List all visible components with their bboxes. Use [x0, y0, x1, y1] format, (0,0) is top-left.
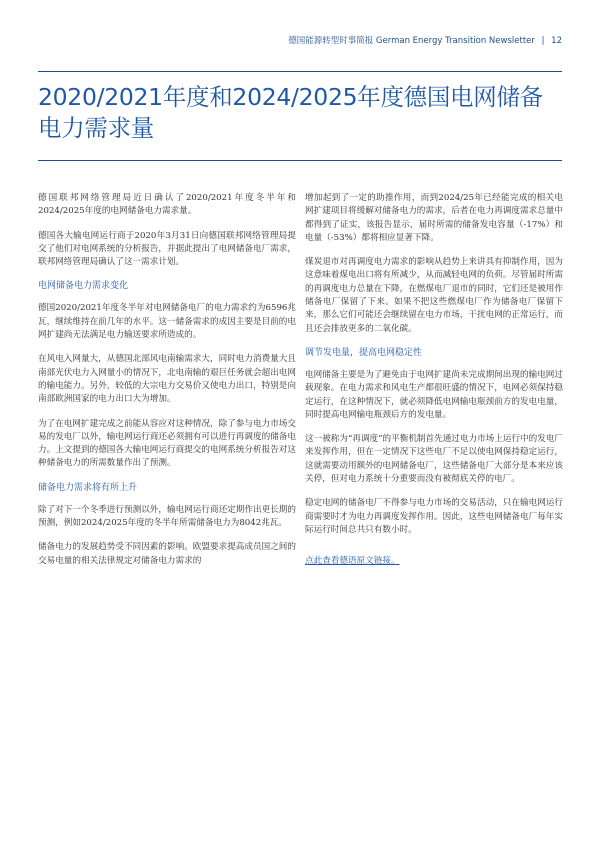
paragraph: 德国2020/2021年度冬半年对电网储备电厂的电力需求约为6596兆瓦，继续维持在前几年的水平。这一储备需求的成因主要是目前的电网扩建尚无法满足电力输送要求所造成的。 [38, 303, 296, 341]
paragraph: 电网储备主要是为了避免由于电网扩建尚未完成期间出现的输电网过载现象。在电力需求和风电生产都很旺盛的情况下，电网必须保持稳定运行，在这种情况下，就必须降低电网输电瓶颈前方的发电电量，同时提高电网输电瓶颈后方的发电量。 [305, 369, 563, 420]
paragraph: 增加起到了一定的助推作用，而到2024/25年已经能完成的相关电网扩建项目将缓解对储备电力的需求，后者在电力再调度需求总量中都得到了证实，该报告显示，届时所需的储备发电容量（-17%）和电量（-53%）都将相应显著下降。 [305, 193, 563, 243]
header-title-cn: 德国能源转型时事简报 [288, 36, 374, 46]
paragraph: 稳定电网的储备电厂不得参与电力市场的交易活动，只在输电网运行商需要时才为电力再调度发挥作用。因此，这些电网储备电厂每年实际运行时间总共只有数小时。 [305, 498, 563, 535]
title-rule-bottom [38, 160, 562, 161]
paragraph: 这一被称为“再调度”的平衡机制首先通过电力市场上运行中的发电厂来发挥作用，但在一定情况下这些电厂不足以使电网保持稳定运行，这就需要动用额外的电网储备电厂，这些储备电厂大部分是本来应该关停，但对电力系统十分重要而没有被彻底关停的电厂。 [305, 434, 564, 485]
paragraph: 德国各大输电网运行商于2020年3月31日向德国联邦网络管理局提交了他们对电网系统的分析报告，并据此提出了电网储备电厂需求，联邦网络管理局确认了这一需求计划。 [38, 230, 296, 268]
section-heading: 储备电力需求将有所上升 [38, 482, 138, 493]
section-heading: 调节发电量，提高电网稳定性 [305, 347, 423, 358]
paragraph: 在风电入网量大，从德国北部风电南输需求大，同时电力消费量大且南部光伏电力入网量小的情况下，北电南输的艰巨任务就会超出电网的输电能力。另外，较低的大宗电力交易价又使电力出口，特别是向南部欧洲国家的电力出口大为增加。 [38, 354, 296, 405]
paragraph: 德国联邦网络管理局近日确认了2020/2021年度冬半年和2024/2025年度的电网储备电力需求量。 [38, 193, 296, 217]
left-column [38, 192, 296, 579]
right-column [305, 192, 563, 567]
title-rule-top [38, 71, 562, 72]
header-separator: | [541, 36, 545, 46]
paragraph: 除了对下一个冬季进行预测以外，输电网运行商还定期作出更长期的预测，例如2024/2025年度的冬半年所需储备电力为8042兆瓦。 [38, 504, 296, 529]
paragraph: 储备电力的发展趋势受不同因素的影响。欧盟要求提高成员国之间的交易电量的相关法律规定对储备电力需求的 [38, 542, 296, 566]
page-header [288, 34, 562, 46]
section-heading: 电网储备电力需求变化 [38, 281, 129, 292]
header-title-en: German Energy Transition Newsletter [375, 36, 535, 46]
page-number: 12 [551, 36, 562, 46]
source-link[interactable]: 点此查看德语原文链接。 [305, 556, 400, 567]
paragraph: 为了在电网扩建完成之前能从容应对这种情况，除了参与电力市场交易的发电厂以外，输电网运行商还必须拥有可以进行再调度的储备电力。上文提到的德国各大输电网运行商提交的电网系统分析报告对这种储备电力的所需数量作出了预测。 [38, 418, 296, 469]
article-title: 2020/2021年度和2024/2025年度德国电网储备电力需求量 [38, 83, 543, 142]
paragraph: 煤炭退市对再调度电力需求的影响从趋势上来讲具有抑制作用，因为这意味着煤电出口将有所减少，从而减轻电网的负荷。尽管届时所需的再调度电力总量在下降，在燃煤电厂退市的同时，它们还是被用作储备电厂保留了下来。如果不把这些燃煤电厂作为储备电厂保留下来，那么它们可能还会继续留在电力市场，干扰电网的正常运行，而且还会排放更多的二氧化碳。 [305, 257, 563, 334]
